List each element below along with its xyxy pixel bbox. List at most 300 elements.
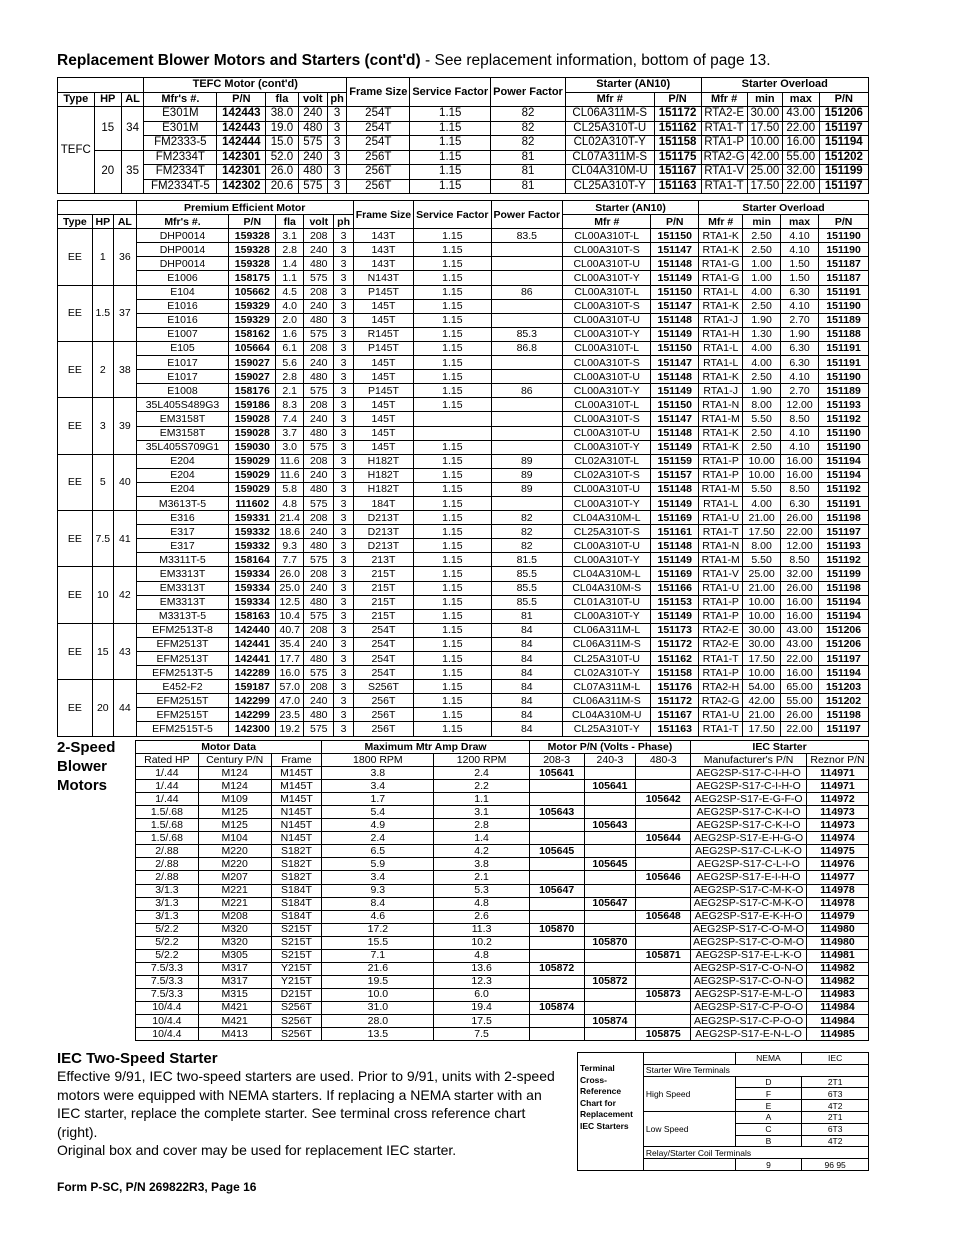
table-row bbox=[58, 468, 869, 482]
table-cell: 8.50 bbox=[780, 553, 818, 567]
header-cell: HP bbox=[94, 92, 121, 107]
type-cell: EE bbox=[58, 680, 93, 736]
table-cell: 3.4 bbox=[322, 871, 434, 884]
table-cell: RTA1-J bbox=[699, 313, 743, 327]
table-cell bbox=[584, 949, 636, 962]
type-cell: EE bbox=[58, 454, 93, 510]
table-cell: 151192 bbox=[819, 482, 869, 496]
table-cell: 142440 bbox=[229, 623, 276, 637]
table-cell: 3.4 bbox=[322, 780, 434, 793]
table-cell: EFM2513T bbox=[136, 652, 228, 666]
table-cell: 55.00 bbox=[783, 150, 819, 165]
table-cell: 5/2.2 bbox=[136, 949, 199, 962]
table-cell: 3 bbox=[334, 680, 353, 694]
table-row bbox=[58, 257, 869, 271]
table-row bbox=[58, 426, 869, 440]
table-cell: 240 bbox=[304, 468, 334, 482]
table-cell: 105643 bbox=[529, 806, 584, 819]
table-cell bbox=[636, 780, 691, 793]
table-cell: 114980 bbox=[807, 923, 869, 936]
table-cell: 145T bbox=[353, 299, 413, 313]
table-cell: 254T bbox=[347, 136, 410, 151]
table-cell: 151202 bbox=[819, 694, 869, 708]
table-cell: 114974 bbox=[807, 832, 869, 845]
table-cell bbox=[584, 884, 636, 897]
header-cell: P/N bbox=[217, 92, 266, 107]
header-row bbox=[136, 741, 869, 754]
table-cell bbox=[636, 962, 691, 975]
table-cell bbox=[529, 897, 584, 910]
table-cell: AEG2SP-S17-E-K-H-O bbox=[691, 910, 807, 923]
table-cell: RTA2-G bbox=[699, 694, 743, 708]
table-cell: 22.00 bbox=[783, 121, 819, 136]
table-cell: 254T bbox=[347, 121, 410, 136]
table-cell: 65.00 bbox=[780, 680, 818, 694]
table-cell: 5.4 bbox=[322, 806, 434, 819]
table-cell: S184T bbox=[271, 910, 322, 923]
header-cell: Starter (AN10) bbox=[565, 78, 701, 93]
table-cell: 159187 bbox=[229, 680, 276, 694]
table-cell: E1016 bbox=[136, 313, 228, 327]
table-cell: 151149 bbox=[651, 384, 699, 398]
table-cell: 12.3 bbox=[434, 975, 529, 988]
table-cell: 4T2 bbox=[802, 1135, 869, 1147]
table-cell: 86 bbox=[491, 384, 563, 398]
table-cell: 151194 bbox=[819, 454, 869, 468]
table-row bbox=[58, 511, 869, 525]
table-cell: 208 bbox=[304, 454, 334, 468]
table-cell: RTA1-M bbox=[699, 412, 743, 426]
table-cell: M3613T-5 bbox=[136, 496, 228, 510]
table-cell bbox=[584, 793, 636, 806]
table-cell: EFM2513T-5 bbox=[136, 666, 228, 680]
table-cell: 1.5/.68 bbox=[136, 806, 199, 819]
table-cell: 5.9 bbox=[322, 858, 434, 871]
header-cell: P/N bbox=[229, 215, 276, 229]
table-cell: 3 bbox=[334, 370, 353, 384]
header-cell bbox=[58, 201, 137, 215]
table-cell: 17.50 bbox=[743, 722, 781, 736]
table-cell: 55.00 bbox=[780, 694, 818, 708]
table-cell: CL00A310T-S bbox=[563, 243, 651, 257]
table-cell: 151158 bbox=[654, 136, 701, 151]
table-cell: RTA2-E bbox=[701, 107, 747, 122]
type-cell: EE bbox=[58, 567, 93, 623]
header-cell: Mfr's #. bbox=[136, 215, 228, 229]
table-cell: 151162 bbox=[654, 121, 701, 136]
table-cell: M305 bbox=[198, 949, 271, 962]
table-row bbox=[58, 652, 869, 666]
iec-paragraph-2: Original box and cover may be used for replacement IEC starter. bbox=[57, 1142, 457, 1158]
header-cell: Motor Data bbox=[136, 741, 322, 754]
table-cell: 3 bbox=[334, 412, 353, 426]
table-cell: M124 bbox=[198, 767, 271, 780]
table-cell: M145T bbox=[271, 793, 322, 806]
table-cell: RTA2-H bbox=[699, 680, 743, 694]
table-cell: 22.00 bbox=[783, 179, 819, 194]
table-cell: 1.7 bbox=[322, 793, 434, 806]
table-cell: RTA1-U bbox=[699, 511, 743, 525]
table-cell: 159027 bbox=[229, 370, 276, 384]
table-cell: 19.5 bbox=[322, 975, 434, 988]
table-cell: 3/1.3 bbox=[136, 897, 199, 910]
hp-cell: 1.5 bbox=[92, 285, 113, 341]
table-cell: CL02A310T-Y bbox=[563, 666, 651, 680]
table-cell: CL00A310T-S bbox=[563, 356, 651, 370]
table-row bbox=[58, 327, 869, 341]
table-cell: 114972 bbox=[807, 793, 869, 806]
table-cell bbox=[584, 1028, 636, 1041]
table-cell: 16.00 bbox=[780, 666, 818, 680]
table-cell: 208 bbox=[304, 341, 334, 355]
table-cell: E1006 bbox=[136, 271, 228, 285]
table-cell: 7.5/3.3 bbox=[136, 975, 199, 988]
header-cell: Power Factor bbox=[491, 201, 563, 229]
table-cell: M317 bbox=[198, 962, 271, 975]
table-cell: 151172 bbox=[654, 107, 701, 122]
table-row bbox=[136, 949, 869, 962]
table-cell: 7.7 bbox=[276, 553, 304, 567]
table-cell: 5.8 bbox=[276, 482, 304, 496]
table-cell: 151199 bbox=[819, 567, 869, 581]
table-cell: 3 bbox=[334, 327, 353, 341]
table-cell: 17.50 bbox=[747, 121, 782, 136]
table-cell: 2.4 bbox=[322, 832, 434, 845]
table-cell: 10.00 bbox=[743, 595, 781, 609]
terminal-crossref-table bbox=[577, 1052, 869, 1171]
al-cell: 36 bbox=[113, 229, 136, 285]
table-cell: 1.15 bbox=[414, 708, 491, 722]
table-cell: 7.1 bbox=[322, 949, 434, 962]
table-cell: 4.2 bbox=[434, 845, 529, 858]
table-cell: 1.15 bbox=[414, 652, 491, 666]
table-cell: 240 bbox=[304, 412, 334, 426]
table-cell: 3 bbox=[334, 482, 353, 496]
table-cell: 3 bbox=[328, 179, 347, 194]
table-cell: 158175 bbox=[229, 271, 276, 285]
table-cell: 3 bbox=[334, 666, 353, 680]
table-cell: 1.15 bbox=[414, 271, 491, 285]
table-row bbox=[58, 595, 869, 609]
iec-paragraph-1: Effective 9/91, IEC two-speed starters are used. Prior to 9/91, units with 2-speed motors were equipped with NEMA starters. If replacing a NEMA starter with an IEC starter, replace the complete starter. See terminal cross reference chart (right). bbox=[57, 1068, 555, 1140]
table-cell: 151191 bbox=[819, 356, 869, 370]
table-cell: 159028 bbox=[229, 412, 276, 426]
table-cell: M125 bbox=[198, 819, 271, 832]
table-cell: 10.00 bbox=[743, 609, 781, 623]
table-cell: 10.00 bbox=[743, 468, 781, 482]
header-cell: IEC bbox=[802, 1053, 869, 1065]
table-cell: 32.00 bbox=[783, 165, 819, 180]
table-cell: 105873 bbox=[636, 988, 691, 1001]
table-cell: 4.00 bbox=[743, 496, 781, 510]
table-cell: 3 bbox=[334, 722, 353, 736]
table-row bbox=[136, 975, 869, 988]
table-row bbox=[136, 910, 869, 923]
table-cell: 22.00 bbox=[780, 652, 818, 666]
section-label: Relay/Starter Coil Terminals bbox=[643, 1147, 868, 1159]
table-cell bbox=[529, 858, 584, 871]
table-cell bbox=[636, 1014, 691, 1027]
table-row bbox=[136, 858, 869, 871]
table-cell: E1008 bbox=[136, 384, 228, 398]
table-cell: 3 bbox=[334, 708, 353, 722]
header-cell: AL bbox=[121, 92, 143, 107]
table-cell: 159029 bbox=[229, 454, 276, 468]
table-cell: 3 bbox=[334, 609, 353, 623]
table-cell: AEG2SP-S17-E-L-K-O bbox=[691, 949, 807, 962]
table-cell: 151158 bbox=[651, 666, 699, 680]
table-cell: 151149 bbox=[651, 496, 699, 510]
table-cell: CL04A310M-L bbox=[563, 567, 651, 581]
table-cell bbox=[491, 271, 563, 285]
table-cell: 2.8 bbox=[276, 370, 304, 384]
table-cell: 84 bbox=[491, 708, 563, 722]
table-row bbox=[58, 313, 869, 327]
table-cell: 256T bbox=[353, 694, 413, 708]
table-row bbox=[136, 780, 869, 793]
table-cell: 2/.88 bbox=[136, 845, 199, 858]
header-cell: 480-3 bbox=[636, 754, 691, 767]
table-cell: 1.15 bbox=[414, 637, 491, 651]
table-cell: 85.3 bbox=[491, 327, 563, 341]
table-cell: 151193 bbox=[819, 539, 869, 553]
header-cell: min bbox=[747, 92, 782, 107]
header-cell: Mfr # bbox=[699, 215, 743, 229]
table-cell: CL00A310T-U bbox=[563, 426, 651, 440]
table-cell: 1.00 bbox=[743, 271, 781, 285]
table-cell: 9 bbox=[735, 1159, 802, 1171]
table-cell: 17.2 bbox=[322, 923, 434, 936]
table-cell: 40.7 bbox=[276, 623, 304, 637]
table-cell: 143T bbox=[353, 243, 413, 257]
table-cell: 3.1 bbox=[434, 806, 529, 819]
table-cell: 10/4.4 bbox=[136, 1001, 199, 1014]
table-cell: 151197 bbox=[819, 525, 869, 539]
table-cell: 575 bbox=[304, 722, 334, 736]
table-cell: Y215T bbox=[271, 962, 322, 975]
header-cell: Maximum Mtr Amp Draw bbox=[322, 741, 529, 754]
table-cell: 30.00 bbox=[747, 107, 782, 122]
table-cell: 208 bbox=[304, 398, 334, 412]
table-cell: 3 bbox=[334, 243, 353, 257]
table-cell: M221 bbox=[198, 884, 271, 897]
table-cell: AEG2SP-S17-C-K-I-O bbox=[691, 819, 807, 832]
al-cell: 39 bbox=[113, 398, 136, 454]
table-cell: 6.30 bbox=[780, 496, 818, 510]
table-cell: 10.4 bbox=[276, 609, 304, 623]
table-cell: 575 bbox=[304, 271, 334, 285]
header-cell: ph bbox=[334, 215, 353, 229]
table-cell: 47.0 bbox=[276, 694, 304, 708]
table-cell: EFM2515T bbox=[136, 708, 228, 722]
table-row bbox=[136, 1001, 869, 1014]
al-cell: 34 bbox=[121, 107, 143, 151]
table-cell: 3 bbox=[334, 525, 353, 539]
table-cell: RTA1-H bbox=[699, 327, 743, 341]
premium-motor-table bbox=[57, 200, 869, 737]
table-cell: 158164 bbox=[229, 553, 276, 567]
table-row bbox=[58, 581, 869, 595]
table-cell: 4.8 bbox=[434, 949, 529, 962]
header-cell: Rated HP bbox=[136, 754, 199, 767]
table-cell: RTA1-T bbox=[699, 722, 743, 736]
table-cell: 114984 bbox=[807, 1014, 869, 1027]
table-row bbox=[136, 936, 869, 949]
table-cell: 12.00 bbox=[780, 398, 818, 412]
table-cell: 1.15 bbox=[414, 595, 491, 609]
table-cell: P145T bbox=[353, 285, 413, 299]
table-cell bbox=[636, 845, 691, 858]
al-cell: 38 bbox=[113, 341, 136, 397]
table-cell: 145T bbox=[353, 426, 413, 440]
table-cell: 151190 bbox=[819, 299, 869, 313]
table-cell: 2/.88 bbox=[136, 871, 199, 884]
header-cell: Manufacturer's P/N bbox=[691, 754, 807, 767]
table-cell: 151176 bbox=[651, 680, 699, 694]
table-cell: RTA1-V bbox=[699, 567, 743, 581]
header-cell: HP bbox=[92, 215, 113, 229]
table-cell: 84 bbox=[491, 623, 563, 637]
table-cell: 575 bbox=[304, 666, 334, 680]
table-cell: M221 bbox=[198, 897, 271, 910]
table-row bbox=[136, 1028, 869, 1041]
table-cell: CL04A310M-U bbox=[565, 165, 654, 180]
table-cell: 96 95 bbox=[802, 1159, 869, 1171]
table-cell: E204 bbox=[136, 468, 228, 482]
table-cell: RTA1-G bbox=[699, 257, 743, 271]
table-cell: M320 bbox=[198, 923, 271, 936]
table-cell: 17.5 bbox=[434, 1014, 529, 1027]
table-cell: 1.15 bbox=[410, 107, 491, 122]
table-cell: 1.15 bbox=[410, 136, 491, 151]
table-cell: 35L405S709G1 bbox=[136, 440, 228, 454]
table-cell: 3 bbox=[328, 165, 347, 180]
table-row bbox=[136, 1014, 869, 1027]
table-cell: 81 bbox=[491, 179, 566, 194]
table-cell: 151192 bbox=[819, 412, 869, 426]
table-cell: 159334 bbox=[229, 567, 276, 581]
table-cell: 3 bbox=[334, 257, 353, 271]
table-row bbox=[58, 285, 869, 299]
table-cell: RTA1-T bbox=[699, 525, 743, 539]
table-cell: 3 bbox=[334, 468, 353, 482]
table-cell: 575 bbox=[304, 609, 334, 623]
table-cell: 3 bbox=[334, 539, 353, 553]
table-cell: 35.4 bbox=[276, 637, 304, 651]
table-cell: RTA1-T bbox=[701, 121, 747, 136]
hp-cell: 15 bbox=[92, 623, 113, 679]
table-row bbox=[58, 271, 869, 285]
table-cell: 480 bbox=[304, 482, 334, 496]
table-cell: 1.00 bbox=[743, 257, 781, 271]
table-cell: RTA1-K bbox=[699, 229, 743, 243]
table-cell: 254T bbox=[353, 623, 413, 637]
table-cell: 151149 bbox=[651, 327, 699, 341]
table-cell: 105871 bbox=[636, 949, 691, 962]
table-cell: 151197 bbox=[819, 722, 869, 736]
table-cell: E1017 bbox=[136, 370, 228, 384]
table-cell: DHP0014 bbox=[136, 243, 228, 257]
table-cell: 4.6 bbox=[322, 910, 434, 923]
table-cell: 2.50 bbox=[743, 299, 781, 313]
table-row bbox=[58, 384, 869, 398]
table-cell: RTA1-P bbox=[699, 609, 743, 623]
table-cell: RTA1-K bbox=[699, 440, 743, 454]
table-cell: FM2334T bbox=[144, 150, 217, 165]
table-cell: AEG2SP-S17-E-H-G-O bbox=[691, 832, 807, 845]
table-cell: 151157 bbox=[651, 468, 699, 482]
header-cell: Frame Size bbox=[353, 201, 413, 229]
table-cell: 208 bbox=[304, 511, 334, 525]
table-cell: M317 bbox=[198, 975, 271, 988]
table-cell: 151197 bbox=[819, 652, 869, 666]
table-cell: 256T bbox=[347, 165, 410, 180]
table-cell: 3 bbox=[334, 553, 353, 567]
table-cell: 1.5/.68 bbox=[136, 832, 199, 845]
table-cell: E bbox=[735, 1100, 802, 1112]
table-cell: RTA1-P bbox=[699, 454, 743, 468]
table-cell: 85.5 bbox=[491, 581, 563, 595]
table-cell: 1/.44 bbox=[136, 780, 199, 793]
table-cell: 4.10 bbox=[780, 426, 818, 440]
table-cell: 254T bbox=[353, 637, 413, 651]
type-cell: EE bbox=[58, 398, 93, 454]
table-cell: E301M bbox=[144, 121, 217, 136]
table-cell: 42.00 bbox=[747, 150, 782, 165]
table-cell: 151206 bbox=[819, 637, 869, 651]
table-cell: 105870 bbox=[584, 936, 636, 949]
table-cell: 28.0 bbox=[322, 1014, 434, 1027]
table-cell: 43.00 bbox=[783, 107, 819, 122]
table-cell: 114980 bbox=[807, 936, 869, 949]
table-cell: 151149 bbox=[651, 440, 699, 454]
table-cell: 9.3 bbox=[322, 884, 434, 897]
table-cell: 151172 bbox=[651, 637, 699, 651]
table-cell bbox=[584, 910, 636, 923]
table-cell: 575 bbox=[304, 384, 334, 398]
table-cell: 82 bbox=[491, 107, 566, 122]
table-cell: 1.15 bbox=[414, 229, 491, 243]
table-cell: 4.0 bbox=[276, 299, 304, 313]
table-row bbox=[58, 179, 869, 194]
table-cell: CL00A310T-Y bbox=[563, 327, 651, 341]
table-cell: 254T bbox=[347, 107, 410, 122]
table-cell: 1.15 bbox=[414, 370, 491, 384]
table-cell: E1016 bbox=[136, 299, 228, 313]
table-cell: 151206 bbox=[819, 107, 868, 122]
table-cell: 151150 bbox=[651, 285, 699, 299]
table-cell: 159334 bbox=[229, 581, 276, 595]
table-cell: 3 bbox=[334, 341, 353, 355]
table-cell: 105662 bbox=[229, 285, 276, 299]
table-cell: 2.70 bbox=[780, 384, 818, 398]
table-cell: 151198 bbox=[819, 708, 869, 722]
table-cell bbox=[491, 257, 563, 271]
table-cell: 114985 bbox=[807, 1028, 869, 1041]
table-cell: EFM2513T bbox=[136, 637, 228, 651]
table-cell: 215T bbox=[353, 609, 413, 623]
hp-cell: 15 bbox=[94, 107, 121, 151]
header-cell: Service Factor bbox=[414, 201, 491, 229]
table-cell: 25.00 bbox=[743, 567, 781, 581]
table-row bbox=[136, 819, 869, 832]
table-row bbox=[136, 767, 869, 780]
table-cell: RTA1-T bbox=[701, 179, 747, 194]
table-cell: RTA1-P bbox=[699, 666, 743, 680]
table-cell: 3 bbox=[334, 511, 353, 525]
table-cell: 1.6 bbox=[276, 327, 304, 341]
table-cell: 1.15 bbox=[410, 121, 491, 136]
